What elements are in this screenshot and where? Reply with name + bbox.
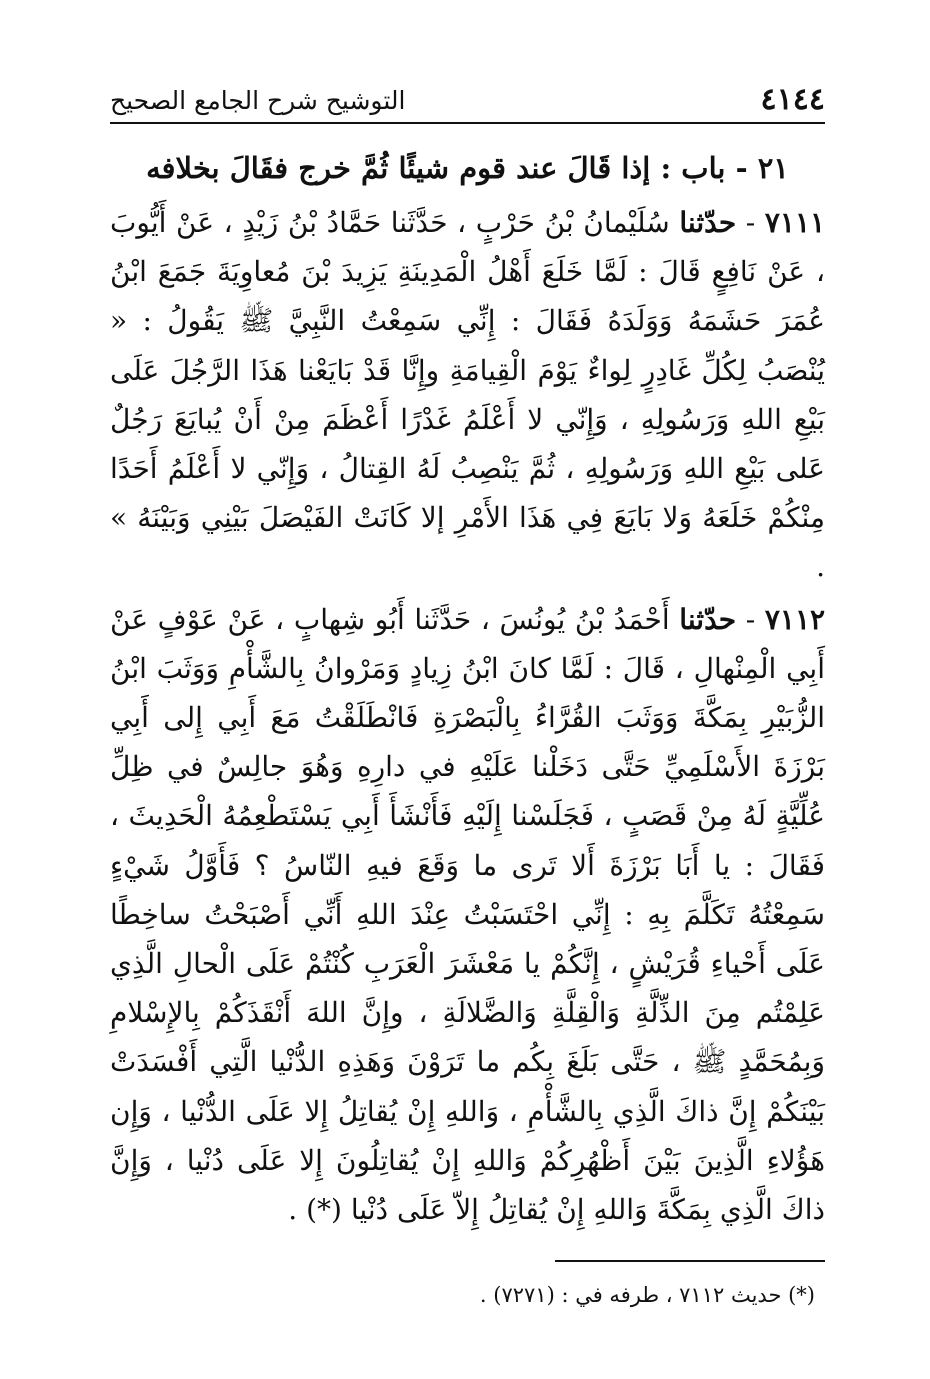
book-title: التوشيح شرح الجامع الصحيح [110,86,406,115]
page-number: ٤١٤٤ [760,82,825,117]
hadith-paragraph [110,198,825,592]
hadith-dash: - [745,602,756,636]
hadith-lead: حدّثنا [679,206,737,239]
hadith-paragraph [110,595,825,1235]
hadith-number: ٧١١٢ [764,602,826,636]
hadith-dash: - [745,206,756,239]
chapter-heading: ٢١ - باب : إذا قَالَ عند قوم شيئًا ثُمَّ خرج فقَالَ بخلافه [146,151,789,185]
book-page [110,70,825,1370]
hadith-lead: حدّثنا [679,602,737,636]
footnote: (*) حديث ٧١١٢ ، طرفه في : (٧٢٧١) . [479,1283,815,1308]
hadith-number: ٧١١١ [764,206,826,239]
footnote-divider [555,1260,825,1262]
hadith-text: سُلَيْمانُ بْنُ حَرْبٍ ، حَدَّثَنا حَمَّادُ بْنُ زَيْدٍ ، عَنْ أَيُّوبَ ، عَنْ نَافِعٍ قَالَ : لَمَّا خَلَعَ أَهْلُ الْمَدِينَةِ يَزِيدَ بْنَ مُعاوِيَةَ جَمَعَ ابْنُ عُمَرَ حَشَمَهُ وَوَلَدَهُ فَقَالَ : إِنِّي سَمِعْتُ النَّبِيَّ ﷺ يَقُولُ : « يُنْصَبُ لِكُلِّ غَادِرٍ لِواءٌ يَوْمَ الْقِيامَةِ وإِنَّا قَدْ بَايَعْنا هَذَا الرَّجُلَ عَلَى بَيْعِ اللهِ وَرَسُولِهِ ، وَإِنّي لا أَعْلَمُ غَدْرًا أَعْظَمَ مِنْ أَنْ يُبايَعَ رَجُلٌ عَلى بَيْعِ اللهِ وَرَسُولِهِ ، ثُمَّ يَنْصِبُ لَهُ القِتالُ ، وَإِنّي لا أَعْلَمُ أَحَدًا مِنْكُمْ خَلَعَهُ وَلا بَايَعَ فِي هَذَا الأَمْرِ إلا كَانَتْ الفَيْصَلَ بَيْنِي وَبَيْنَهُ » . [110,206,825,584]
running-header [110,70,825,124]
hadith-text: أَحْمَدُ بْنُ يُونُسَ ، حَدَّثَنا أَبُو شِهابٍ ، عَنْ عَوْفٍ عَنْ أَبِي الْمِنْهالِ ، قَالَ : لَمَّا كانَ ابْنُ زِيادٍ وَمَرْوانُ بِالشَّأْمِ وَوَثَبَ ابْنُ الزُّبَيْرِ بِمَكَّةَ وَوَثَبَ القُرَّاءُ بِالْبَصْرَةِ فَانْطَلَقْتُ مَعَ أَبِي إِلى أَبِي بَرْزَةَ الأَسْلَمِيِّ حَتَّى دَخَلْنا عَلَيْهِ في دارِهِ وَهُوَ جالِسٌ في ظِلِّ عُلِّيَّةٍ لَهُ مِنْ قَصَبٍ ، فَجَلَسْنا إِلَيْهِ فَأَنْشَأَ أَبِي يَسْتَطْعِمُهُ الْحَدِيثَ ، فَقَالَ : يا أَبَا بَرْزَةَ أَلا تَرى ما وَقَعَ فيهِ النّاسُ ؟ فَأَوَّلُ شَيْءٍ سَمِعْتُهُ تَكَلَّمَ بِهِ : إِنِّي احْتَسَبْتُ عِنْدَ اللهِ أَنِّي أَصْبَحْتُ ساخِطًا عَلَى أَحْياءِ قُرَيْشٍ ، إِنَّكُمْ يا مَعْشَرَ الْعَرَبِ كُنْتُمْ عَلَى الْحالِ الَّذِي عَلِمْتُم مِنَ الذِّلَّةِ وَالْقِلَّةِ وَالضَّلالَةِ ، وإِنَّ اللهَ أَنْقَذَكُمْ بِالإِسْلامِ وَبِمُحَمَّدٍ ﷺ ، حَتَّى بَلَغَ بِكُم ما تَرَوْنَ وَهَذِهِ الدُّنْيا الَّتِي أَفْسَدَتْ بَيْنَكُمْ إِنَّ ذاكَ الَّذِي بِالشَّأْمِ ، وَاللهِ إِنْ يُقاتِلُ إِلا عَلَى الدُّنْيا ، وَإِن هَؤُلاءِ الَّذِينَ بَيْنَ أَظْهُرِكُمْ وَاللهِ إِنْ يُقاتِلُونَ إِلا عَلَى دُنْيا ، وَإِنَّ ذاكَ الَّذِي بِمَكَّةَ وَاللهِ إِنْ يُقاتِلُ إِلاّ عَلَى دُنْيا (*) . [110,602,825,1227]
